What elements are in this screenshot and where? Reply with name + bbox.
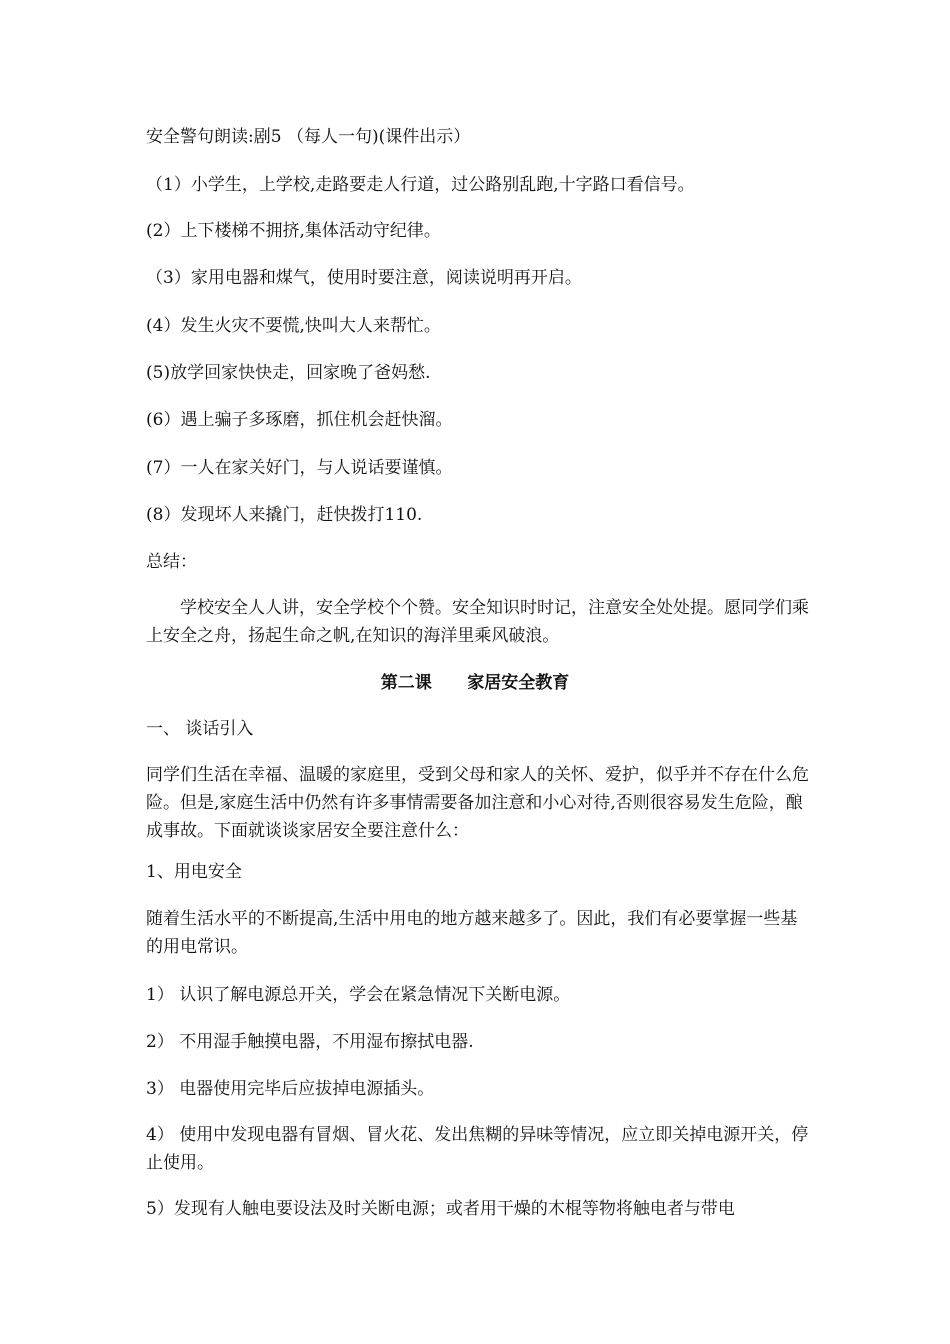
slogan-heading: 安全警句朗读:剧5 （每人一句)(课件出示）: [146, 127, 471, 147]
electric-heading: 1、用电安全: [146, 862, 242, 882]
intro-heading: 一、 谈话引入: [146, 719, 254, 739]
summary-paragraph: 学校安全人人讲，安全学校个个赞。安全知识时时记，注意安全处处提。愿同学们乘上安全之舟，扬起生命之帆,在知识的海洋里乘风破浪。: [146, 598, 809, 646]
slogan-item-4: (4）发生火灾不要慌,快叫大人来帮忙。: [146, 316, 441, 336]
electric-item-3: 3） 电器使用完毕后应拔掉电源插头。: [146, 1079, 435, 1099]
electric-item-4: 4） 使用中发现电器有冒烟、冒火花、发出焦糊的异味等情况，应立即关掉电源开关，停止使用。: [146, 1125, 809, 1173]
summary-label: 总结：: [146, 552, 197, 572]
slogan-item-5: (5)放学回家快快走，回家晚了爸妈愁.: [146, 363, 431, 383]
electric-item-1: 1） 认识了解电源总开关，学会在紧急情况下关断电源。: [146, 985, 571, 1005]
slogan-item-6: (6）遇上骗子多琢磨，抓住机会赶快溜。: [146, 410, 453, 430]
slogan-item-7: (7）一人在家关好门，与人说话要谨慎。: [146, 458, 453, 478]
slogan-item-1: （1）小学生，上学校,走路要走人行道，过公路别乱跑,十字路口看信号。: [146, 175, 695, 195]
electric-item-5: 5）发现有人触电要设法及时关断电源；或者用干燥的木棍等物将触电者与带电: [146, 1199, 735, 1219]
intro-paragraph: 同学们生活在幸福、温暖的家庭里，受到父母和家人的关怀、爱护，似乎并不存在什么危险。但是,家庭生活中仍然有许多事情需要备加注意和小心对待,否则很容易发生危险，酿成事故。下面就谈谈家居安全要注意什么：: [146, 765, 809, 841]
slogan-item-8: (8）发现坏人来撬门，赶快拨打110.: [146, 505, 423, 525]
slogan-item-2: (2）上下楼梯不拥挤,集体活动守纪律。: [146, 221, 441, 241]
lesson-title: 第二课 家居安全教育: [380, 673, 570, 693]
slogan-item-3: （3）家用电器和煤气，使用时要注意，阅读说明再开启。: [146, 268, 582, 288]
electric-item-2: 2） 不用湿手触摸电器，不用湿布擦拭电器.: [146, 1032, 474, 1052]
electric-paragraph: 随着生活水平的不断提高,生活中用电的地方越来越多了。因此，我们有必要掌握一些基的用电常识。: [146, 909, 798, 957]
